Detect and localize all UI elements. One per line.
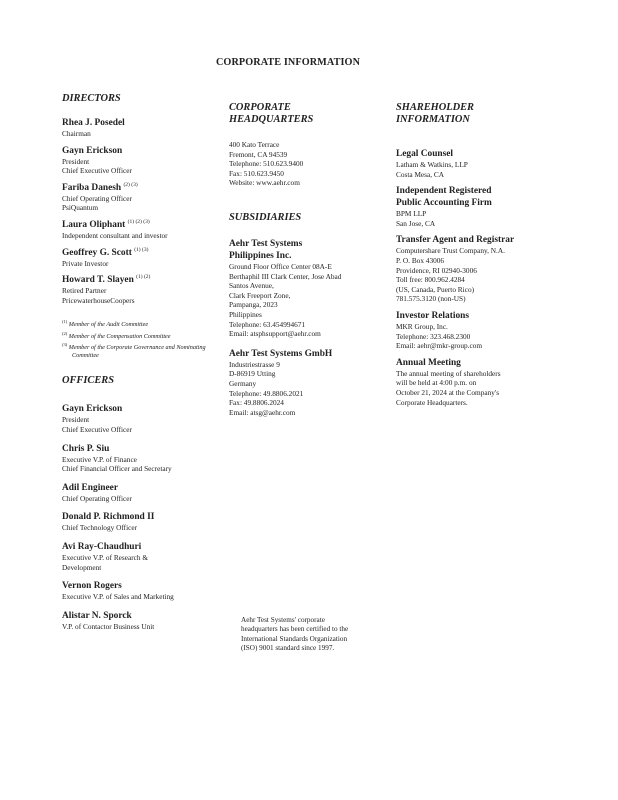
iso-certification-note — [241, 616, 381, 654]
shareholder-detail: Email: aehr@mkr-group.com — [396, 341, 483, 351]
footnote-text: Member of the Audit Committee — [68, 321, 149, 329]
address-line: Website: www.aehr.com — [229, 178, 300, 188]
headquarters-heading-line2: HEADQUARTERS — [229, 114, 314, 125]
person-name-text: Geoffrey G. Scott — [62, 247, 132, 258]
subsidiaries-list — [229, 238, 389, 417]
shareholder-block-title: Independent Registered — [396, 186, 492, 197]
shareholder-detail: Telephone: 323.468.2300 — [396, 331, 471, 341]
person-title: Chief Operating Officer — [62, 193, 132, 203]
shareholder-blocks — [396, 148, 556, 407]
person-entry — [62, 274, 222, 305]
person-title: Chief Technology Officer — [62, 523, 138, 533]
shareholder-detail: Costa Mesa, CA — [396, 169, 445, 179]
shareholder-detail: Corporate Headquarters. — [396, 397, 468, 407]
person-name-text: Rhea J. Posedel — [62, 118, 125, 128]
headquarters-heading — [229, 102, 389, 126]
person-title: Retired Partner — [62, 286, 107, 296]
person-name-text: Donald P. Richmond II — [62, 512, 155, 523]
committee-marks: (1) (3) — [134, 246, 149, 253]
person-title: Chairman — [62, 129, 91, 138]
person-entry — [62, 443, 222, 474]
shareholder-column — [396, 102, 556, 407]
person-title: Executive V.P. of Sales and Marketing — [62, 592, 174, 602]
committee-marks: (1) (2) (3) — [127, 218, 150, 225]
person-entry — [62, 511, 222, 533]
officers-heading: OFFICERS — [62, 375, 114, 387]
person-name-text: Gayn Erickson — [62, 404, 123, 415]
person-name — [62, 610, 222, 622]
headquarters-address — [229, 140, 389, 188]
person-name-text: Adil Engineer — [62, 482, 118, 493]
subsidiary-detail: Telephone: 63.454994671 — [229, 319, 306, 329]
person-name — [62, 219, 222, 231]
person-name-text: Gayn Erickson — [62, 145, 123, 156]
subsidiary-name: Aehr Test Systems GmbH — [229, 348, 333, 359]
person-entry — [62, 247, 222, 269]
person-name — [62, 117, 222, 129]
certification-line: headquarters has been certified to the — [241, 625, 349, 634]
subsidiaries-heading: SUBSIDIARIES — [229, 211, 302, 223]
person-name — [62, 247, 222, 259]
person-title: Executive V.P. of Finance — [62, 454, 137, 464]
footnote-mark: (3) — [62, 341, 68, 347]
person-name — [62, 541, 222, 553]
shareholder-detail: (US, Canada, Puerto Rico) — [396, 284, 475, 294]
headquarters-heading-line1: CORPORATE — [229, 102, 291, 113]
address-line: Fremont, CA 94539 — [229, 149, 288, 159]
address-line: Fax: 510.623.9450 — [229, 168, 284, 178]
subsidiary-detail: Email: atsg@aehr.com — [229, 407, 296, 417]
subsidiary-detail: D-86919 Utting — [229, 369, 276, 379]
person-title: Chief Executive Officer — [62, 424, 132, 434]
person-name — [62, 482, 222, 494]
person-name-text: Laura Oliphant — [62, 219, 126, 230]
person-name-text: Alistar N. Sporck — [62, 610, 132, 621]
directors-heading: DIRECTORS — [62, 93, 121, 104]
subsidiary-detail: Germany — [229, 378, 257, 388]
person-name — [62, 580, 222, 592]
address-line: 400 Kato Terrace — [229, 140, 280, 149]
person-entry — [62, 403, 222, 434]
shareholder-block-title: Transfer Agent and Registrar — [396, 235, 515, 246]
shareholder-detail: BPM LLP — [396, 209, 427, 219]
shareholder-block-title-line2: Public Accounting Firm — [396, 198, 492, 209]
footnote — [62, 330, 222, 341]
person-entry — [62, 182, 222, 213]
shareholder-detail: 781.575.3120 (non-US) — [396, 294, 466, 304]
certification-line: International Standards Organization — [241, 634, 348, 643]
directors-list — [62, 117, 222, 305]
shareholder-block — [396, 185, 556, 228]
person-name-text: Vernon Rogers — [62, 581, 122, 592]
person-title: Chief Operating Officer — [62, 493, 132, 503]
person-name-text: Avi Ray-Chaudhuri — [62, 541, 142, 552]
shareholder-detail: P. O. Box 43006 — [396, 255, 445, 265]
person-title: PricewaterhouseCoopers — [62, 295, 135, 305]
person-name — [62, 182, 222, 194]
person-name-text: Howard T. Slayen — [62, 275, 134, 286]
person-entry — [62, 117, 222, 139]
subsidiary-detail: Fax: 49.8806.2024 — [229, 398, 284, 408]
footnote-text: Member of the Compensation Committee — [68, 332, 171, 340]
shareholder-detail: Providence, RI 02940-3006 — [396, 265, 477, 275]
subsidiary-detail: Pampanga, 2023 — [229, 300, 278, 310]
person-title: President — [62, 415, 90, 425]
person-entry — [62, 145, 222, 176]
subsidiary-name: Aehr Test Systems — [229, 238, 303, 249]
person-entry — [62, 610, 222, 632]
subsidiary-detail: Philippines — [229, 309, 262, 319]
person-title: V.P. of Contactor Business Unit — [62, 621, 155, 631]
subsidiary-detail: Telephone: 49.8806.2021 — [229, 388, 304, 398]
person-title: Independent consultant and investor — [62, 230, 168, 240]
person-name — [62, 403, 222, 415]
subsidiary-detail: Berthaphil III Clark Center, Jose Abad — [229, 271, 342, 281]
person-entry — [62, 580, 222, 602]
subsidiary — [229, 238, 389, 339]
shareholder-detail: The annual meeting of shareholders — [396, 368, 501, 378]
person-name — [62, 511, 222, 523]
person-entry — [62, 482, 222, 504]
shareholder-detail: MKR Group, Inc. — [396, 321, 448, 331]
shareholder-block-title: Annual Meeting — [396, 357, 461, 368]
person-name — [62, 443, 222, 455]
footnote-mark: (2) — [62, 330, 68, 336]
person-entry — [62, 219, 222, 241]
page-title: CORPORATE INFORMATION — [215, 57, 361, 68]
shareholder-block-title: Legal Counsel — [396, 149, 454, 159]
shareholder-detail: will be held at 4:00 p.m. on — [396, 378, 477, 388]
shareholder-detail: Latham & Watkins, LLP — [396, 160, 468, 169]
subsidiary — [229, 348, 389, 418]
person-title: Development — [62, 562, 102, 572]
footnote — [62, 341, 222, 360]
certification-line: (ISO) 9001 standard since 1997. — [241, 644, 335, 653]
subsidiary-detail: Ground Floor Office Center 08A-E — [229, 261, 332, 271]
person-name — [62, 145, 222, 157]
address-line: Telephone: 510.623.9400 — [229, 159, 304, 169]
shareholder-detail: San Jose, CA — [396, 218, 436, 228]
shareholder-detail: Toll free: 800.962.4284 — [396, 275, 465, 285]
subsidiary-name-line2: Philippines Inc. — [229, 250, 292, 261]
committee-marks: (1) (2) — [136, 274, 151, 281]
shareholder-block — [396, 234, 556, 304]
shareholder-block — [396, 310, 556, 351]
shareholder-block-title: Investor Relations — [396, 310, 470, 321]
footnote-mark: (1) — [62, 319, 68, 325]
subsidiary-detail: Santos Avenue, — [229, 281, 274, 291]
headquarters-column — [229, 102, 389, 417]
shareholder-heading — [396, 102, 556, 126]
subsidiary-detail: Clark Freeport Zone, — [229, 290, 291, 300]
person-title: Executive V.P. of Research & — [62, 552, 149, 562]
person-name-text: Fariba Danesh — [62, 182, 122, 193]
footnote — [62, 318, 222, 329]
person-title: PsiQuantum — [62, 203, 99, 213]
person-title: President — [62, 156, 90, 166]
directors-officers-column — [62, 93, 222, 631]
person-title: Chief Executive Officer — [62, 166, 132, 176]
shareholder-block — [396, 357, 556, 407]
committee-marks: (2) (3) — [123, 181, 138, 188]
person-name — [62, 274, 222, 286]
committee-footnotes — [62, 318, 222, 360]
person-name-text: Chris P. Siu — [62, 443, 110, 454]
subsidiary-detail: Email: atsphsupport@aehr.com — [229, 329, 321, 339]
person-entry — [62, 541, 222, 572]
footnote-text: Member of the Corporate Governance and Nominating Committee — [68, 343, 206, 360]
officers-list — [62, 403, 222, 631]
person-title: Private Investor — [62, 258, 109, 268]
shareholder-block — [396, 148, 556, 179]
shareholder-detail: October 21, 2024 at the Company's — [396, 387, 500, 397]
shareholder-heading-line2: INFORMATION — [396, 114, 470, 125]
certification-line: Aehr Test Systems' corporate — [241, 616, 325, 624]
shareholder-heading-line1: SHAREHOLDER — [396, 102, 474, 113]
person-title: Chief Financial Officer and Secretary — [62, 464, 172, 474]
subsidiary-detail: Industriestrasse 9 — [229, 359, 280, 369]
shareholder-detail: Computershare Trust Company, N.A. — [396, 246, 505, 256]
